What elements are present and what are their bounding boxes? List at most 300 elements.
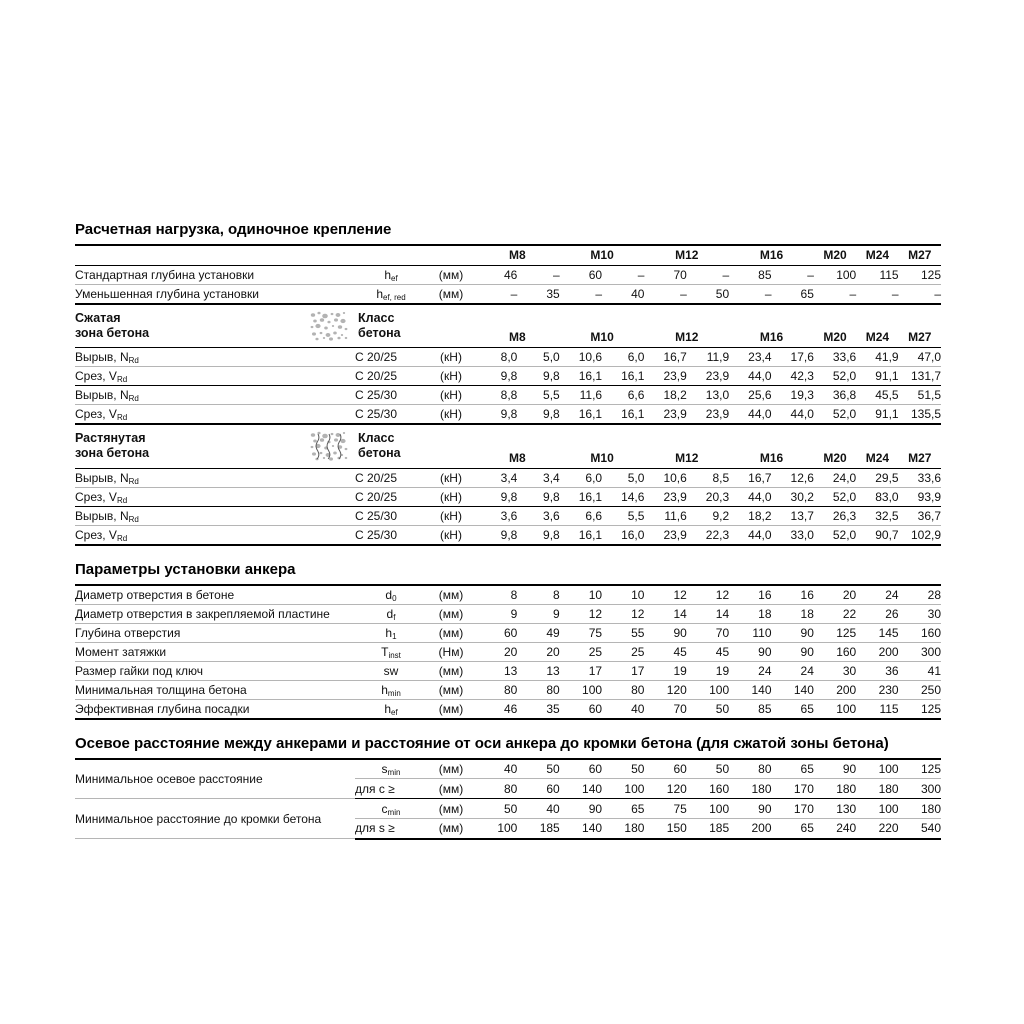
value-cell: 20 — [475, 642, 517, 661]
value-cell: 180 — [729, 779, 771, 799]
value-cell: 8 — [517, 585, 559, 605]
zone-name: Сжатая зона бетона — [75, 304, 355, 348]
row-unit: (кН) — [427, 487, 475, 506]
zone-header-row — [75, 304, 941, 348]
value-cell: 40 — [475, 759, 517, 779]
value-cell: 23,9 — [644, 405, 686, 425]
size-header-m8: M8 — [475, 304, 560, 348]
table-row — [75, 623, 941, 642]
value-cell: 85 — [729, 265, 771, 284]
value-cell: 9,8 — [475, 487, 517, 506]
value-cell: 50 — [475, 799, 517, 819]
table-row — [75, 799, 941, 819]
table-row — [75, 604, 941, 623]
value-cell: 51,5 — [899, 386, 941, 405]
value-cell: 131,7 — [899, 367, 941, 386]
value-cell: 10,6 — [644, 468, 686, 487]
value-cell: 120 — [644, 779, 686, 799]
value-cell: 49 — [517, 623, 559, 642]
row-label: Срез, $V_{Rd}$ — [75, 525, 355, 545]
concrete-class: C 25/30 — [355, 525, 427, 545]
value-cell: 18,2 — [729, 506, 771, 525]
value-cell: 125 — [814, 623, 856, 642]
value-cell: 16,7 — [729, 468, 771, 487]
value-cell: 11,9 — [687, 348, 729, 367]
row-symbol: $d_0$ — [355, 585, 427, 605]
row-symbol: $h_{ef, red}$ — [355, 284, 427, 304]
row-symbol: для s ≥ — [355, 819, 427, 839]
value-cell: 33,0 — [772, 525, 814, 545]
value-cell: 300 — [899, 779, 941, 799]
row-label: Глубина отверстия — [75, 623, 355, 642]
value-cell: 100 — [687, 680, 729, 699]
value-cell: 115 — [856, 699, 898, 719]
zone-header-row — [75, 424, 941, 468]
value-cell: 52,0 — [814, 487, 856, 506]
value-cell: 12 — [644, 585, 686, 605]
value-cell: 140 — [560, 779, 602, 799]
row-label: Вырыв, $N_{Rd}$ — [75, 506, 355, 525]
size-header-m12: M12 — [644, 245, 729, 265]
value-cell: 230 — [856, 680, 898, 699]
value-cell: 13,0 — [687, 386, 729, 405]
size-header-m20: M20 — [814, 424, 856, 468]
table-row — [75, 585, 941, 605]
value-cell: 9,8 — [517, 405, 559, 425]
concrete-class: C 20/25 — [355, 487, 427, 506]
value-cell: 180 — [856, 779, 898, 799]
row-unit: (мм) — [427, 799, 475, 819]
value-cell: 23,4 — [729, 348, 771, 367]
value-cell: 180 — [814, 779, 856, 799]
value-cell: 50 — [687, 759, 729, 779]
value-cell: 44,0 — [729, 487, 771, 506]
value-cell: 44,0 — [729, 525, 771, 545]
value-cell: 40 — [602, 699, 644, 719]
datasheet-content — [75, 221, 941, 840]
value-cell: 16 — [772, 585, 814, 605]
value-cell: 115 — [856, 265, 898, 284]
concrete-class-header: Класс бетона — [355, 424, 475, 468]
value-cell: 45,5 — [856, 386, 898, 405]
row-unit: (мм) — [427, 265, 475, 284]
value-cell: 23,9 — [687, 367, 729, 386]
value-cell: 83,0 — [856, 487, 898, 506]
value-cell: 23,9 — [644, 367, 686, 386]
value-cell: 100 — [602, 779, 644, 799]
value-cell: 36 — [856, 661, 898, 680]
value-cell: 18 — [772, 604, 814, 623]
value-cell: 10,6 — [560, 348, 602, 367]
value-cell: 44,0 — [729, 405, 771, 425]
value-cell: 13,7 — [772, 506, 814, 525]
value-cell: 60 — [475, 623, 517, 642]
value-cell: 185 — [517, 819, 559, 839]
value-cell: 120 — [644, 680, 686, 699]
value-cell: 9 — [475, 604, 517, 623]
value-cell: 9,8 — [475, 405, 517, 425]
value-cell: 60 — [560, 265, 602, 284]
value-cell: 13 — [517, 661, 559, 680]
value-cell: 16,1 — [560, 405, 602, 425]
row-unit: (кН) — [427, 405, 475, 425]
value-cell: 20,3 — [687, 487, 729, 506]
value-cell: 110 — [729, 623, 771, 642]
value-cell: 26 — [856, 604, 898, 623]
value-cell: 75 — [560, 623, 602, 642]
table-row — [75, 405, 941, 425]
row-label: Минимальная толщина бетона — [75, 680, 355, 699]
value-cell: 5,5 — [602, 506, 644, 525]
section-title-install-params: Параметры установки анкера — [75, 560, 296, 578]
value-cell: 180 — [899, 799, 941, 819]
value-cell: 40 — [517, 799, 559, 819]
table-row — [75, 348, 941, 367]
value-cell: 65 — [772, 699, 814, 719]
table-row — [75, 386, 941, 405]
value-cell: 9,2 — [687, 506, 729, 525]
value-cell: 12 — [602, 604, 644, 623]
value-cell: 46 — [475, 265, 517, 284]
size-header-row — [75, 245, 941, 265]
empty-cell — [355, 245, 427, 265]
value-cell: 9,8 — [517, 525, 559, 545]
row-unit: (Нм) — [427, 642, 475, 661]
value-cell: 135,5 — [899, 405, 941, 425]
value-cell: 170 — [772, 799, 814, 819]
value-cell: 90 — [772, 623, 814, 642]
value-cell: 55 — [602, 623, 644, 642]
value-cell: 90 — [729, 799, 771, 819]
row-unit: (мм) — [427, 623, 475, 642]
value-cell: 140 — [560, 819, 602, 839]
value-cell: 16,1 — [560, 487, 602, 506]
value-cell: 47,0 — [899, 348, 941, 367]
value-cell: 10 — [602, 585, 644, 605]
value-cell: 130 — [814, 799, 856, 819]
value-cell: 70 — [644, 699, 686, 719]
row-label: Срез, $V_{Rd}$ — [75, 367, 355, 386]
value-cell: 45 — [644, 642, 686, 661]
value-cell: 16,0 — [602, 525, 644, 545]
value-cell: 150 — [644, 819, 686, 839]
value-cell: 17 — [602, 661, 644, 680]
value-cell: 65 — [602, 799, 644, 819]
value-cell: 41,9 — [856, 348, 898, 367]
row-label: Стандартная глубина установки — [75, 265, 355, 284]
value-cell: 42,3 — [772, 367, 814, 386]
concrete-compressed-icon — [310, 311, 350, 341]
value-cell: 100 — [560, 680, 602, 699]
value-cell: 80 — [602, 680, 644, 699]
value-cell: 23,9 — [644, 525, 686, 545]
value-cell: 5,0 — [517, 348, 559, 367]
value-cell: 25 — [602, 642, 644, 661]
value-cell: 8 — [475, 585, 517, 605]
row-unit: (кН) — [427, 506, 475, 525]
size-header-m20: M20 — [814, 245, 856, 265]
value-cell: 36,7 — [899, 506, 941, 525]
value-cell: 91,1 — [856, 405, 898, 425]
size-header-m10: M10 — [560, 245, 645, 265]
value-cell: 90 — [729, 642, 771, 661]
value-cell: 24 — [729, 661, 771, 680]
row-label: Минимальное расстояние до кромки бетона — [75, 799, 355, 839]
section-title-spacing: Осевое расстояние между анкерами и расстояние от оси анкера до кромки бетона (для сжатой зоны бетона) — [75, 734, 889, 752]
value-cell: 11,6 — [560, 386, 602, 405]
section-title-design-load: Расчетная нагрузка, одиночное крепление — [75, 221, 392, 238]
row-unit: (кН) — [427, 525, 475, 545]
value-cell: 45 — [687, 642, 729, 661]
value-cell: 93,9 — [899, 487, 941, 506]
size-header-m24: M24 — [856, 304, 898, 348]
value-cell: 85 — [729, 699, 771, 719]
value-cell: 240 — [814, 819, 856, 839]
value-cell: 52,0 — [814, 405, 856, 425]
value-cell: 30 — [899, 604, 941, 623]
value-cell: 100 — [814, 265, 856, 284]
row-unit: (мм) — [427, 604, 475, 623]
row-unit: (мм) — [427, 779, 475, 799]
value-cell: 6,6 — [602, 386, 644, 405]
row-label: Диаметр отверстия в закрепляемой пластине — [75, 604, 355, 623]
value-cell: 300 — [899, 642, 941, 661]
value-cell: 65 — [772, 284, 814, 304]
value-cell: 8,0 — [475, 348, 517, 367]
table-row — [75, 680, 941, 699]
value-cell: 60 — [517, 779, 559, 799]
value-cell: 65 — [772, 759, 814, 779]
value-cell: 44,0 — [772, 405, 814, 425]
size-header-m8: M8 — [475, 245, 560, 265]
value-cell: – — [517, 265, 559, 284]
value-cell: 14,6 — [602, 487, 644, 506]
table-row — [75, 367, 941, 386]
value-cell: 140 — [772, 680, 814, 699]
value-cell: 70 — [687, 623, 729, 642]
value-cell: – — [772, 265, 814, 284]
value-cell: 44,0 — [729, 367, 771, 386]
table-row — [75, 525, 941, 545]
row-unit: (мм) — [427, 759, 475, 779]
value-cell: 90 — [644, 623, 686, 642]
size-header-m20: M20 — [814, 304, 856, 348]
value-cell: – — [602, 265, 644, 284]
size-header-m16: M16 — [729, 245, 814, 265]
value-cell: 3,4 — [517, 468, 559, 487]
value-cell: 50 — [517, 759, 559, 779]
value-cell: 160 — [814, 642, 856, 661]
row-symbol: $h_{min}$ — [355, 680, 427, 699]
value-cell: 6,0 — [560, 468, 602, 487]
value-cell: 26,3 — [814, 506, 856, 525]
design-load-table — [75, 244, 941, 546]
value-cell: 11,6 — [644, 506, 686, 525]
value-cell: 19,3 — [772, 386, 814, 405]
value-cell: 36,8 — [814, 386, 856, 405]
value-cell: 75 — [644, 799, 686, 819]
size-header-m24: M24 — [856, 424, 898, 468]
value-cell: 100 — [856, 759, 898, 779]
row-symbol: $T_{inst}$ — [355, 642, 427, 661]
spacing-table — [75, 758, 941, 840]
value-cell: 125 — [899, 265, 941, 284]
value-cell: 16,1 — [560, 525, 602, 545]
row-unit: (мм) — [427, 680, 475, 699]
value-cell: 160 — [687, 779, 729, 799]
value-cell: 200 — [814, 680, 856, 699]
value-cell: 14 — [687, 604, 729, 623]
value-cell: 16,1 — [602, 405, 644, 425]
concrete-class: C 25/30 — [355, 386, 427, 405]
value-cell: 125 — [899, 759, 941, 779]
value-cell: 160 — [899, 623, 941, 642]
value-cell: 50 — [687, 699, 729, 719]
value-cell: 80 — [475, 779, 517, 799]
value-cell: 10 — [560, 585, 602, 605]
value-cell: 80 — [729, 759, 771, 779]
row-symbol: $h_{ef}$ — [355, 699, 427, 719]
row-label: Эффективная глубина посадки — [75, 699, 355, 719]
value-cell: 540 — [899, 819, 941, 839]
value-cell: 100 — [687, 799, 729, 819]
size-header-m8: M8 — [475, 424, 560, 468]
value-cell: 33,6 — [899, 468, 941, 487]
row-symbol: $c_{min}$ — [355, 799, 427, 819]
value-cell: 35 — [517, 699, 559, 719]
table-row — [75, 699, 941, 719]
size-header-m16: M16 — [729, 304, 814, 348]
value-cell: 25,6 — [729, 386, 771, 405]
value-cell: 60 — [644, 759, 686, 779]
value-cell: 20 — [517, 642, 559, 661]
row-label: Вырыв, $N_{Rd}$ — [75, 468, 355, 487]
value-cell: 100 — [814, 699, 856, 719]
table-row — [75, 506, 941, 525]
value-cell: 16 — [729, 585, 771, 605]
value-cell: 3,6 — [517, 506, 559, 525]
value-cell: 5,5 — [517, 386, 559, 405]
row-label: Момент затяжки — [75, 642, 355, 661]
value-cell: 8,8 — [475, 386, 517, 405]
value-cell: 13 — [475, 661, 517, 680]
value-cell: 52,0 — [814, 367, 856, 386]
table-row — [75, 759, 941, 779]
row-label: Вырыв, $N_{Rd}$ — [75, 348, 355, 367]
value-cell: 90 — [772, 642, 814, 661]
size-header-m12: M12 — [644, 304, 729, 348]
value-cell: 22,3 — [687, 525, 729, 545]
value-cell: 24 — [856, 585, 898, 605]
value-cell: 18 — [729, 604, 771, 623]
concrete-class: C 20/25 — [355, 348, 427, 367]
value-cell: 46 — [475, 699, 517, 719]
value-cell: 80 — [475, 680, 517, 699]
row-label: Минимальное осевое расстояние — [75, 759, 355, 799]
value-cell: 65 — [772, 819, 814, 839]
row-label: Вырыв, $N_{Rd}$ — [75, 386, 355, 405]
value-cell: 200 — [856, 642, 898, 661]
row-symbol: $h_{ef}$ — [355, 265, 427, 284]
concrete-cracked-icon — [310, 431, 350, 461]
value-cell: 28 — [899, 585, 941, 605]
size-header-m27: M27 — [899, 304, 941, 348]
row-label: Уменьшенная глубина установки — [75, 284, 355, 304]
value-cell: 102,9 — [899, 525, 941, 545]
row-label: Срез, $V_{Rd}$ — [75, 405, 355, 425]
value-cell: 3,6 — [475, 506, 517, 525]
size-header-m24: M24 — [856, 245, 898, 265]
value-cell: 5,0 — [602, 468, 644, 487]
value-cell: 90 — [560, 799, 602, 819]
size-header-m10: M10 — [560, 304, 645, 348]
value-cell: – — [899, 284, 941, 304]
value-cell: 9,8 — [475, 525, 517, 545]
value-cell: 9,8 — [517, 487, 559, 506]
value-cell: 100 — [475, 819, 517, 839]
value-cell: 170 — [772, 779, 814, 799]
value-cell: 40 — [602, 284, 644, 304]
value-cell: 50 — [687, 284, 729, 304]
value-cell: 20 — [814, 585, 856, 605]
concrete-class-header: Класс бетона — [355, 304, 475, 348]
value-cell: 24,0 — [814, 468, 856, 487]
size-header-m27: M27 — [899, 424, 941, 468]
value-cell: 19 — [687, 661, 729, 680]
row-unit: (кН) — [427, 367, 475, 386]
value-cell: 19 — [644, 661, 686, 680]
value-cell: 29,5 — [856, 468, 898, 487]
value-cell: 80 — [517, 680, 559, 699]
value-cell: 60 — [560, 699, 602, 719]
row-unit: (мм) — [427, 585, 475, 605]
value-cell: 12,6 — [772, 468, 814, 487]
size-header-m12: M12 — [644, 424, 729, 468]
concrete-class: C 20/25 — [355, 367, 427, 386]
value-cell: 185 — [687, 819, 729, 839]
row-unit: (мм) — [427, 699, 475, 719]
value-cell: 12 — [560, 604, 602, 623]
value-cell: 23,9 — [644, 487, 686, 506]
row-symbol: $h_1$ — [355, 623, 427, 642]
concrete-class: C 25/30 — [355, 506, 427, 525]
value-cell: 90 — [814, 759, 856, 779]
value-cell: 8,5 — [687, 468, 729, 487]
value-cell: 70 — [644, 265, 686, 284]
value-cell: 16,1 — [602, 367, 644, 386]
value-cell: – — [729, 284, 771, 304]
value-cell: 14 — [644, 604, 686, 623]
row-unit: (мм) — [427, 661, 475, 680]
value-cell: 145 — [856, 623, 898, 642]
row-label: Диаметр отверстия в бетоне — [75, 585, 355, 605]
value-cell: – — [856, 284, 898, 304]
value-cell: 220 — [856, 819, 898, 839]
value-cell: 6,6 — [560, 506, 602, 525]
value-cell: 23,9 — [687, 405, 729, 425]
value-cell: – — [475, 284, 517, 304]
table-row — [75, 284, 941, 304]
table-row — [75, 487, 941, 506]
size-header-m16: M16 — [729, 424, 814, 468]
value-cell: 30,2 — [772, 487, 814, 506]
row-symbol: $d_f$ — [355, 604, 427, 623]
value-cell: 200 — [729, 819, 771, 839]
value-cell: 16,7 — [644, 348, 686, 367]
value-cell: 180 — [602, 819, 644, 839]
empty-cell — [75, 245, 355, 265]
value-cell: 32,5 — [856, 506, 898, 525]
